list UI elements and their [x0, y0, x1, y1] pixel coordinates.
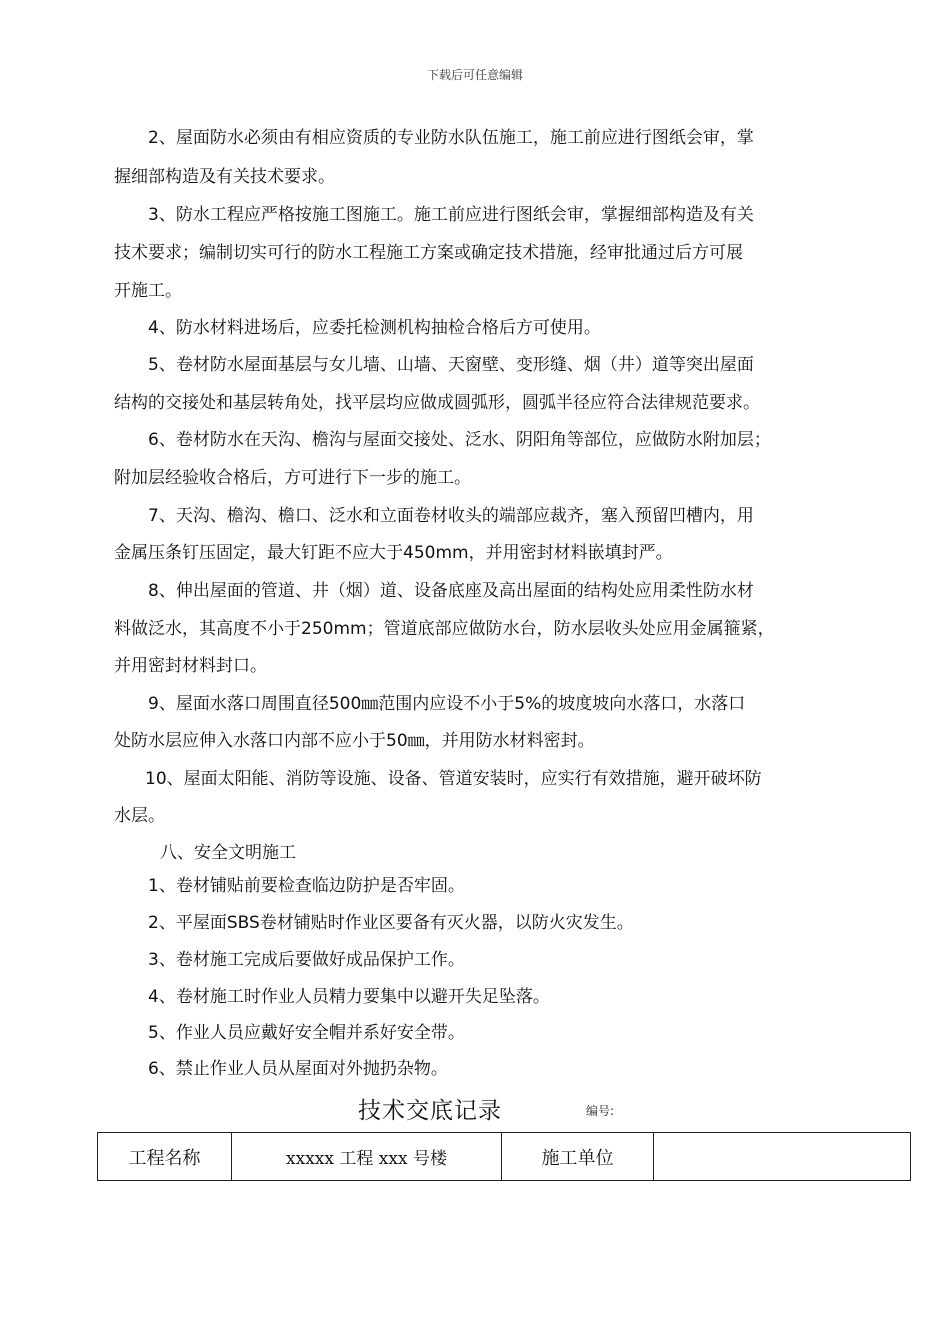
paragraph-line: 处防水层应伸入水落口内部不应小于50㎜，并用防水材料密封。	[114, 731, 595, 751]
paragraph-line: 5、作业人员应戴好安全帽并系好安全带。	[148, 1023, 465, 1043]
paragraph-line: 附加层经验收合格后，方可进行下一步的施工。	[114, 468, 471, 488]
construction-unit-value	[654, 1133, 911, 1181]
paragraph-line: 握细部构造及有关技术要求。	[114, 167, 335, 187]
paragraph-line: 4、防水材料进场后，应委托检测机构抽检合格后方可使用。	[148, 318, 601, 338]
project-name-value: xxxxx 工程 xxx 号楼	[232, 1133, 502, 1181]
paragraph-line: 2、平屋面SBS卷材铺贴时作业区要备有灭火器，以防火灾发生。	[148, 913, 634, 933]
paragraph-line: 水层。	[114, 806, 165, 826]
paragraph-line: 3、防水工程应严格按施工图施工。施工前应进行图纸会审，掌握细部构造及有关	[148, 205, 754, 225]
paragraph-line: 金属压条钉压固定，最大钉距不应大于450mm，并用密封材料嵌填封严。	[114, 543, 673, 563]
paragraph-line: 料做泛水，其高度不小于250mm；管道底部应做防水台，防水层收头处应用金属箍紧，	[114, 619, 775, 639]
section-heading: 八、安全文明施工	[160, 843, 296, 863]
record-title: 技术交底记录	[358, 1098, 502, 1124]
paragraph-line: 10、屋面太阳能、消防等设施、设备、管道安装时，应实行有效措施，避开破坏防	[145, 769, 762, 789]
table-row	[98, 1133, 911, 1181]
paragraph-line: 结构的交接处和基层转角处，找平层均应做成圆弧形，圆弧半径应符合法律规范要求。	[114, 393, 760, 413]
paragraph-line: 6、卷材防水在天沟、檐沟与屋面交接处、泛水、阴阳角等部位，应做防水附加层；	[148, 430, 771, 450]
paragraph-line: 2、屋面防水必须由有相应资质的专业防水队伍施工，施工前应进行图纸会审，掌	[148, 128, 754, 148]
paragraph-line: 3、卷材施工完成后要做好成品保护工作。	[148, 950, 465, 970]
project-name-label: 工程名称	[98, 1133, 232, 1181]
paragraph-line: 6、禁止作业人员从屋面对外抛扔杂物。	[148, 1059, 448, 1079]
paragraph-line: 技术要求；编制切实可行的防水工程施工方案或确定技术措施，经审批通过后方可展	[114, 243, 743, 263]
paragraph-line: 1、卷材铺贴前要检查临边防护是否牢固。	[148, 876, 465, 896]
paragraph-line: 8、伸出屋面的管道、井（烟）道、设备底座及高出屋面的结构处应用柔性防水材	[148, 581, 754, 601]
paragraph-line: 并用密封材料封口。	[114, 656, 267, 676]
construction-unit-label: 施工单位	[502, 1133, 654, 1181]
header-note: 下载后可任意编辑	[426, 68, 523, 82]
paragraph-line: 9、屋面水落口周围直径500㎜范围内应设不小于5%的坡度坡向水落口，水落口	[148, 694, 746, 714]
record-info-table	[97, 1132, 911, 1181]
paragraph-line: 5、卷材防水屋面基层与女儿墙、山墙、天窗壁、变形缝、烟（井）道等突出屋面	[148, 355, 754, 375]
paragraph-line: 7、天沟、檐沟、檐口、泛水和立面卷材收头的端部应裁齐，塞入预留凹槽内，用	[148, 506, 754, 526]
paragraph-line: 开施工。	[114, 281, 182, 301]
record-number-label: 编号:	[586, 1104, 615, 1118]
paragraph-line: 4、卷材施工时作业人员精力要集中以避开失足坠落。	[148, 987, 550, 1007]
